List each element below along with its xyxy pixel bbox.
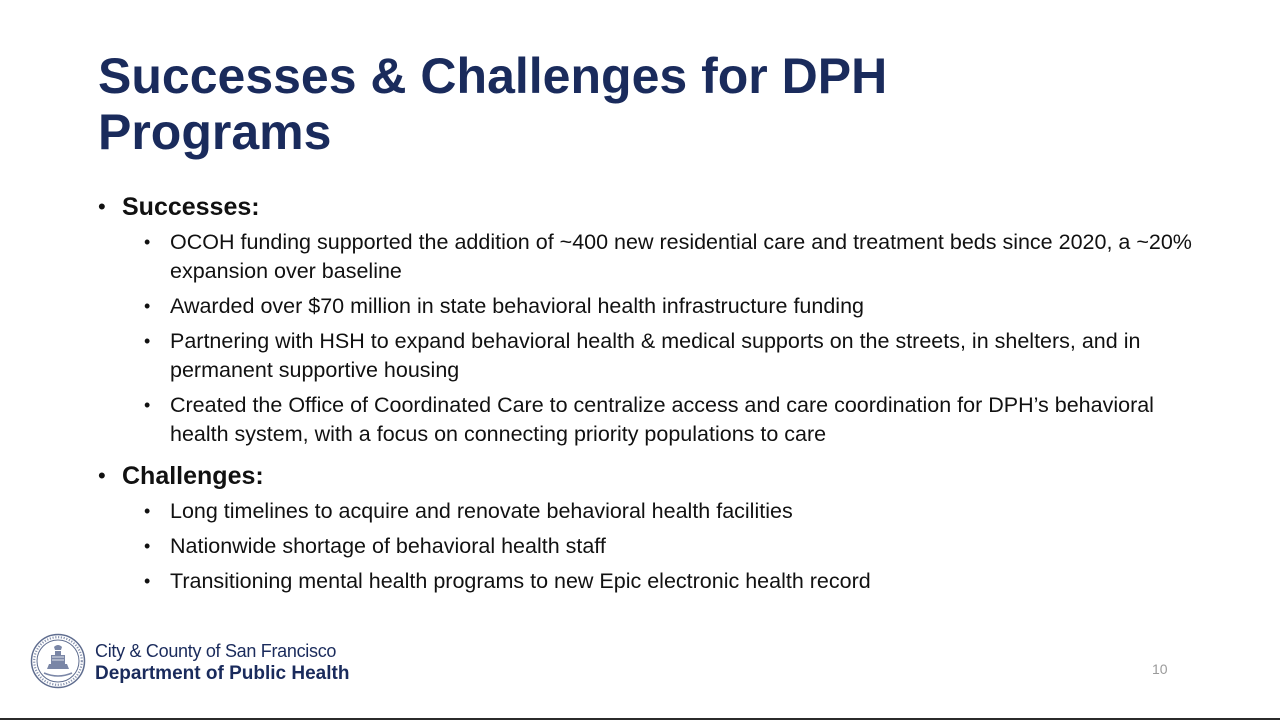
list-item-text: Created the Office of Coordinated Care to centralize access and care coordination for DPH’s behavioral health system, with a focus on connecting priority populations to care [170, 393, 1154, 446]
successes-list [98, 228, 1208, 449]
list-item-text: Transitioning mental health programs to new Epic electronic health record [170, 569, 871, 593]
section-heading-label: Successes: [122, 193, 260, 221]
slide-title: Successes & Challenges for DPH Programs [98, 48, 888, 160]
bullet-icon: • [144, 395, 151, 415]
city-seal-icon [30, 633, 86, 689]
footer-org-name: City & County of San Francisco [95, 641, 337, 661]
list-item-text: Partnering with HSH to expand behavioral health & medical supports on the streets, in shelters, and in permanent supportive housing [170, 329, 1141, 382]
list-item [98, 327, 1208, 385]
section-heading-label: Challenges: [122, 462, 264, 490]
list-item [98, 567, 1208, 596]
list-item [98, 292, 1208, 321]
list-item-text: Long timelines to acquire and renovate behavioral health facilities [170, 499, 793, 523]
list-item [98, 228, 1208, 286]
section-heading-successes [98, 190, 1208, 224]
bullet-icon: • [98, 463, 106, 488]
list-item-text: OCOH funding supported the addition of ~400 new residential care and treatment beds since 2020, a ~20% expansion over baseline [170, 230, 1192, 283]
list-item [98, 532, 1208, 561]
footer-branding [95, 640, 349, 686]
bullet-icon: • [144, 331, 151, 351]
list-item [98, 497, 1208, 526]
bullet-icon: • [144, 296, 151, 316]
section-heading-challenges [98, 459, 1208, 493]
list-item [98, 391, 1208, 449]
list-item-text: Awarded over $70 million in state behavioral health infrastructure funding [170, 294, 864, 318]
bullet-icon: • [144, 536, 151, 556]
bullet-icon: • [144, 501, 151, 521]
bullet-icon: • [144, 232, 151, 252]
bullet-icon: • [144, 571, 151, 591]
slide-content [98, 190, 1208, 606]
bullet-icon: • [98, 194, 106, 219]
footer-dept-name: Department of Public Health [95, 663, 350, 684]
challenges-list [98, 497, 1208, 596]
list-item-text: Nationwide shortage of behavioral health staff [170, 534, 606, 558]
page-number: 10 [1152, 661, 1168, 677]
